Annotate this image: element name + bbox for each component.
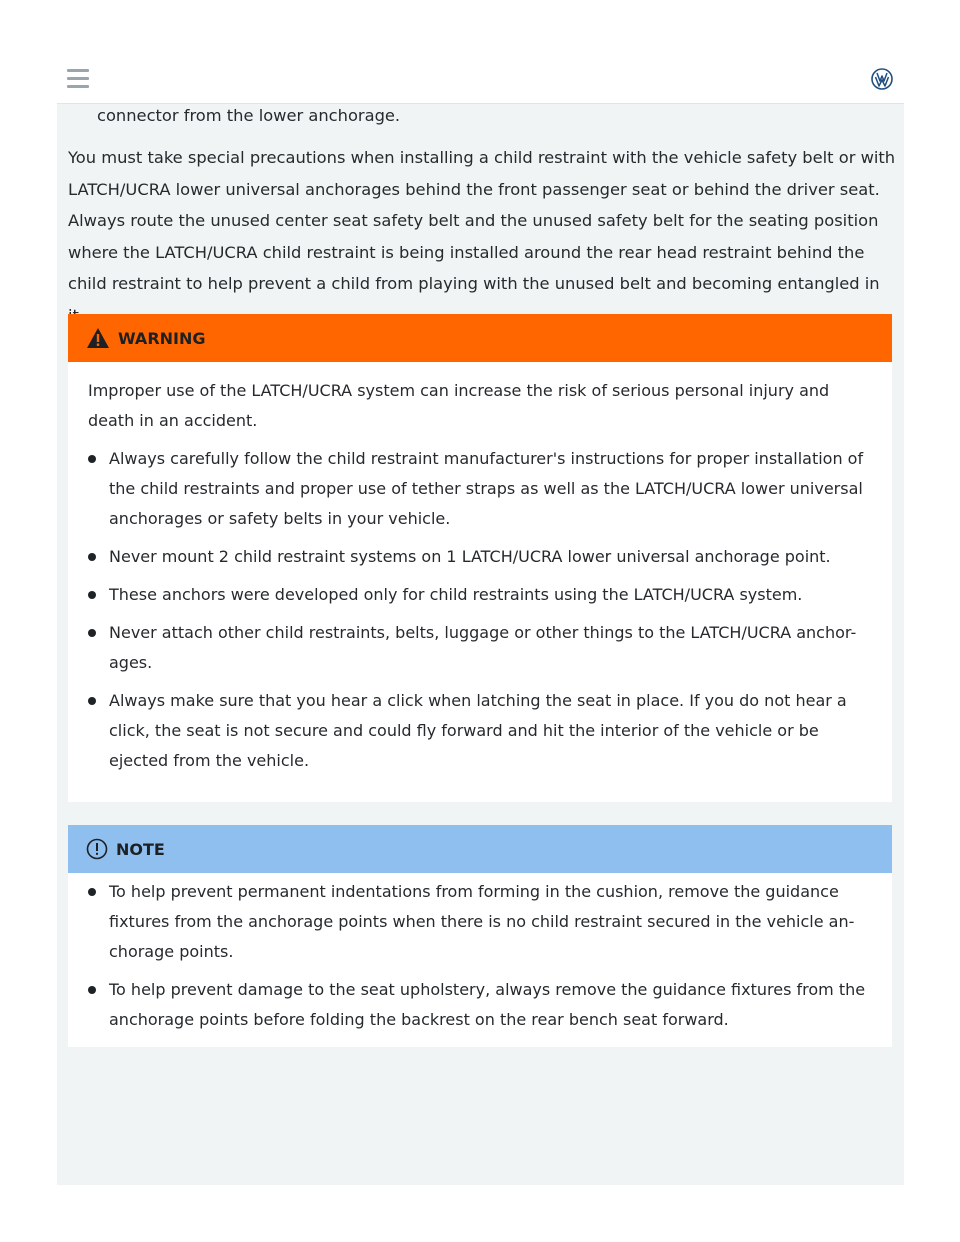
warning-intro: Improper use of the LATCH/UCRA system can increase the risk of serious personal injury and death in an accident. — [88, 381, 830, 430]
list-item: To help prevent damage to the seat upholstery, always remove the guidance fixtures from the anchorage points before folding the backrest on the rear bench seat forward. — [68, 975, 892, 1035]
info-exclamation-icon — [86, 838, 108, 860]
hamburger-menu-icon[interactable] — [67, 69, 89, 89]
warning-title: WARNING — [118, 328, 206, 348]
top-bar — [57, 57, 904, 104]
list-item: Never mount 2 child restraint systems on 1 LATCH/UCRA lower universal anchorage point. — [68, 542, 892, 572]
note-header — [68, 825, 892, 873]
warning-header — [68, 314, 892, 362]
note-box — [68, 825, 892, 1047]
note-list — [68, 877, 892, 1035]
vw-logo-icon[interactable] — [870, 67, 894, 91]
list-item: To help prevent permanent indentations from forming in the cushion, remove the guidance fixtures from the anchorage points when there is no child restraint secured in the vehicle an-chorage points. — [68, 877, 892, 967]
warning-box — [68, 314, 892, 802]
list-item: Always carefully follow the child restraint manufacturer's instructions for proper installation of the child restraints and proper use of tether straps as well as the LATCH/UCRA lower universal anchorages or safety belts in your vehicle. — [68, 444, 892, 534]
warning-triangle-icon — [86, 327, 110, 349]
continued-text: connector from the lower anchorage. — [97, 106, 401, 125]
list-item: Never attach other child restraints, belts, luggage or other things to the LATCH/UCRA anchor-ages. — [68, 618, 892, 678]
warning-list — [68, 444, 892, 776]
list-item: These anchors were developed only for child restraints using the LATCH/UCRA system. — [68, 580, 892, 610]
note-title: NOTE — [116, 839, 165, 859]
body-paragraph: You must take special precautions when installing a child restraint with the vehicle safety belt or with LATCH/UCRA lower universal anchorages behind the front passenger seat or behind the driver seat. Always route the unused center seat safety belt and the unused safety belt for the seating position where the LATCH/UCRA child restraint is being installed around the rear head restraint behind the child restraint to help prevent a child from playing with the unused belt and becoming entangled in — [68, 148, 896, 293]
list-item: Always make sure that you hear a click when latching the seat in place. If you do not hear a click, the seat is not secure and could fly forward and hit the interior of the vehicle or be ejected from the vehicle. — [68, 686, 892, 776]
document-content — [57, 104, 904, 1185]
